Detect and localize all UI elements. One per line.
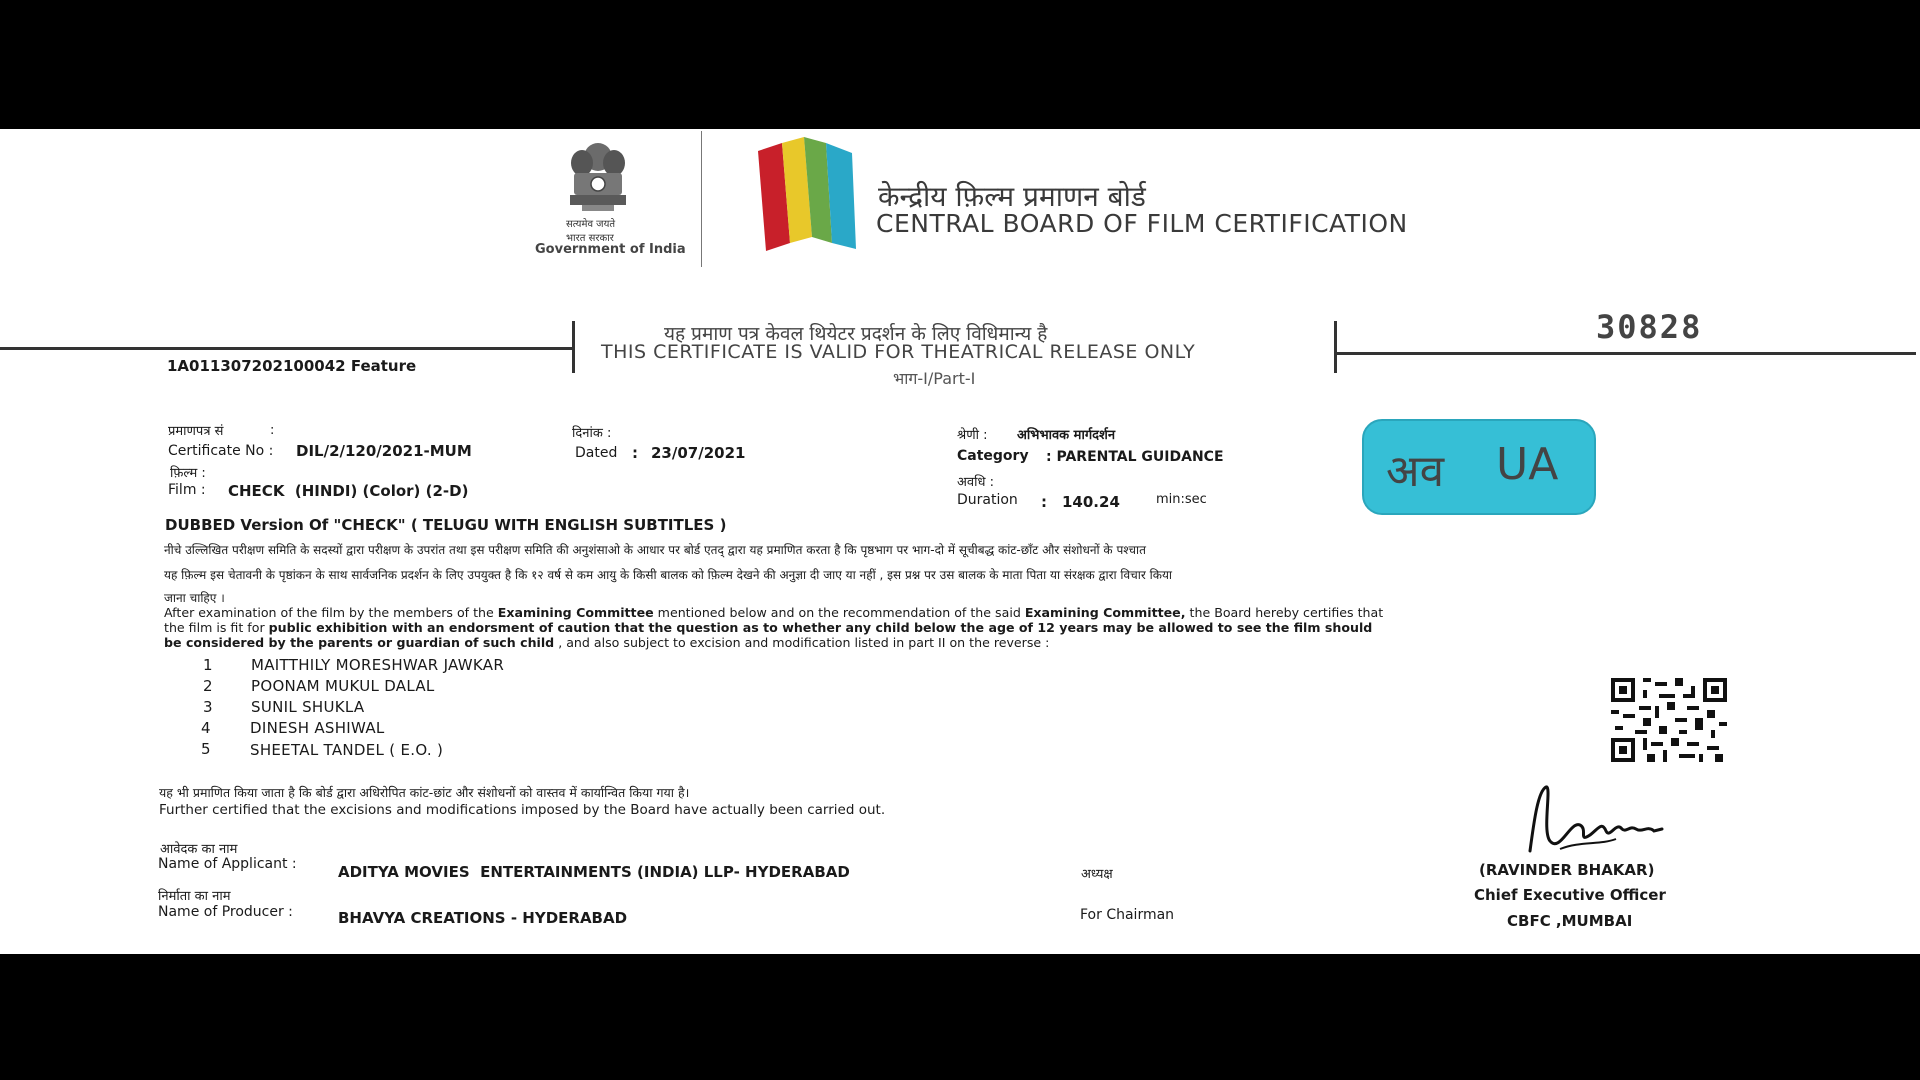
cert-no-value: DIL/2/120/2021-MUM	[296, 442, 472, 460]
signatory-name: (RAVINDER BHAKAR)	[1479, 861, 1655, 879]
para-bold: public exhibition with an endorsment of caution that the question as to whether any child below the age of 12 years may be allowed to see the film should	[268, 620, 1373, 635]
date-value: 23/07/2021	[651, 444, 746, 462]
govt-english: Government of India	[535, 242, 686, 257]
film-value: CHECK (HINDI) (Color) (2-D)	[228, 482, 469, 500]
header-divider	[701, 131, 702, 267]
left-rule	[0, 347, 574, 350]
producer-label-hindi: निर्माता का नाम	[158, 889, 231, 904]
date-label: Dated	[575, 445, 618, 461]
para-text: the film is fit for	[164, 620, 269, 635]
list-item-name: MAITTHILY MORESHWAR JAWKAR	[251, 656, 505, 674]
para-bold: be considered by the parents or guardian of such child	[164, 635, 555, 650]
board-name-hindi: केन्द्रीय फ़िल्म प्रमाणन बोर्ड	[878, 180, 1146, 213]
para-text: mentioned below and on the recommendation of the said	[653, 605, 1025, 620]
validity-english: THIS CERTIFICATE IS VALID FOR THEATRICAL RELEASE ONLY	[601, 341, 1196, 363]
cert-no-colon: :	[270, 423, 275, 438]
right-bracket	[1334, 321, 1337, 373]
list-item-name: DINESH ASHIWAL	[250, 719, 385, 737]
duration-label-hindi: अवधि :	[957, 475, 995, 490]
cert-no-label: Certificate No :	[168, 443, 274, 459]
category-value-hindi: अभिभावक मार्गदर्शन	[1017, 428, 1116, 443]
para-text: After examination of the film by the members of the	[164, 605, 498, 620]
para-bold: Examining Committee	[497, 605, 654, 620]
list-item-name: POONAM MUKUL DALAL	[251, 677, 435, 695]
dubbed-version-line: DUBBED Version Of "CHECK" ( TELUGU WITH ENGLISH SUBTITLES )	[165, 516, 727, 534]
right-rule	[1334, 352, 1916, 355]
category-label-hindi: श्रेणी :	[957, 428, 988, 443]
signatory-title: Chief Executive Officer	[1474, 886, 1666, 904]
serial-number: 30828	[1596, 308, 1703, 346]
english-paragraph-line-3	[164, 635, 1049, 650]
english-paragraph-line-1	[164, 605, 1383, 620]
part-label: भाग-I/Part-I	[893, 369, 976, 388]
rating-badge	[1362, 419, 1596, 515]
emblem-motto: सत्यमेव जयते	[566, 219, 616, 230]
category-value: : PARENTAL GUIDANCE	[1046, 449, 1224, 465]
film-label-hindi: फ़िल्म :	[170, 466, 206, 481]
date-colon: :	[632, 444, 638, 462]
rating-english: UA	[1496, 439, 1559, 490]
applicant-label-hindi: आवेदक का नाम	[160, 842, 238, 857]
hindi-paragraph-line-2: यह फ़िल्म इस चेतावनी के पृष्ठांकन के साथ सार्वजनिक प्रदर्शन के लिए उपयुक्त है कि १२ वर्ष से कम आयु के किसी बालक को फ़िल्म देखने की अनुज्ञा दी जाए या नहीं , इस प्रश्न पर उस बालक के माता पिता या संरक्षक द्वारा विचार किया	[164, 568, 1173, 582]
list-item-number: 3	[203, 698, 213, 716]
english-paragraph-line-2	[164, 620, 1372, 635]
feature-id: 1A011307202100042 Feature	[167, 357, 417, 375]
film-label: Film :	[168, 482, 206, 498]
board-name-english: CENTRAL BOARD OF FILM CERTIFICATION	[876, 209, 1408, 238]
rating-hindi: अव	[1386, 446, 1445, 497]
applicant-value: ADITYA MOVIES ENTERTAINMENTS (INDIA) LLP- HYDERABAD	[338, 863, 850, 881]
list-item-number: 2	[203, 677, 213, 695]
date-label-hindi: दिनांक :	[572, 426, 612, 441]
ashoka-emblem-icon	[560, 137, 636, 219]
signatory-office: CBFC ,MUMBAI	[1507, 912, 1633, 930]
list-item-name: SUNIL SHUKLA	[251, 698, 365, 716]
cert-no-label-hindi: प्रमाणपत्र सं	[168, 424, 224, 439]
duration-value: 140.24	[1062, 493, 1120, 511]
cbfc-logo-icon	[752, 133, 862, 261]
left-bracket	[572, 321, 575, 373]
para-bold: Examining Committee,	[1024, 605, 1186, 620]
duration-colon: :	[1041, 493, 1047, 511]
hindi-paragraph-line-3: जाना चाहिए ।	[164, 591, 225, 605]
duration-unit: min:sec	[1156, 492, 1207, 507]
para-text: , and also subject to excision and modification listed in part II on the reverse :	[554, 635, 1050, 650]
chairman-label-hindi: अध्यक्ष	[1081, 867, 1113, 882]
further-certified-english: Further certified that the excisions and modifications imposed by the Board have actually been carried out.	[159, 802, 886, 818]
duration-label: Duration	[957, 492, 1018, 508]
para-text: the Board hereby certifies that	[1185, 605, 1384, 620]
list-item-number: 1	[203, 656, 213, 674]
signature-icon	[1520, 781, 1670, 861]
producer-value: BHAVYA CREATIONS - HYDERABAD	[338, 909, 628, 927]
category-label: Category	[957, 448, 1029, 464]
hindi-paragraph-line-1: नीचे उल्लिखित परीक्षण समिति के सदस्यों द्वारा परीक्षण के उपरांत तथा इस परीक्षण समिति की अनुशंसाओ के आधार पर बोर्ड एतद् द्वारा यह प्रमाणित करता है कि पृष्ठभाग पर भाग-दो में सूचीबद्ध कांट-छाँट और संशोधनों के पश्चात	[164, 543, 1146, 557]
list-item-number: 4	[201, 719, 211, 737]
chairman-label: For Chairman	[1080, 907, 1175, 923]
validity-hindi: यह प्रमाण पत्र केवल थियेटर प्रदर्शन के लिए विधिमान्य है	[664, 323, 1048, 345]
list-item-number: 5	[201, 740, 211, 758]
certificate-document	[0, 129, 1920, 954]
further-certified-hindi: यह भी प्रमाणित किया जाता है कि बोर्ड द्वारा अधिरोपित कांट-छांट और संशोधनों को वास्तव में कार्यान्वित किया गया है।	[159, 785, 690, 800]
list-item-name: SHEETAL TANDEL ( E.O. )	[250, 741, 444, 759]
applicant-label: Name of Applicant :	[158, 856, 297, 872]
qr-code-icon	[1611, 678, 1727, 762]
govt-hindi: भारत सरकार	[566, 233, 614, 244]
producer-label: Name of Producer :	[158, 904, 293, 920]
